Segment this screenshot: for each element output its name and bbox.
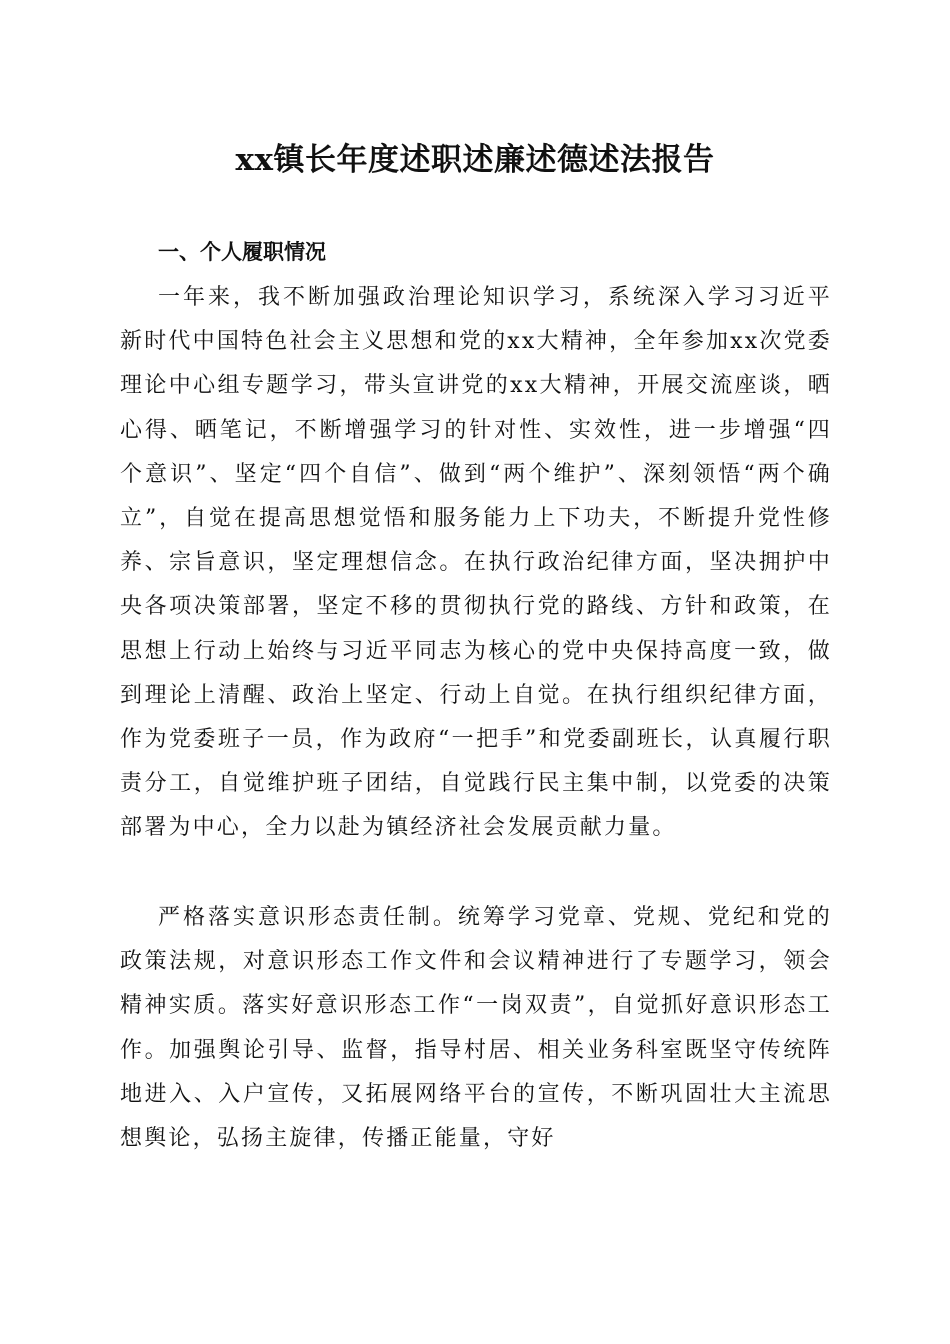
section-heading-personal-duties: 一、个人履职情况 — [158, 240, 326, 264]
body-paragraph: 严格落实意识形态责任制。统筹学习党章、党规、党纪和党的政策法规，对意识形态工作文件和会议精神进行了专题学习，领会精神实质。落实好意识形态工作“一岗双责”，自觉抓好意识形态工作。加强舆论引导、监督，指导村居、相关业务科室既坚守传统阵地进入、入户宣传，又拓展网络平台的宣传，不断巩固壮大主流思想舆论，弘扬主旋律，传播正能量，守好 — [120, 905, 832, 1152]
body-paragraph: 一年来，我不断加强政治理论知识学习，系统深入学习习近平新时代中国特色社会主义思想和党的xx大精神，全年参加xx次党委理论中心组专题学习，带头宣讲党的xx大精神，开展交流座谈，晒心得、晒笔记，不断增强学习的针对性、实效性，进一步增强“四个意识”、坚定“四个自信”、做到“两个维护”、深刻领悟“两个确立”，自觉在提高思想觉悟和服务能力上下功夫，不断提升党性修养、宗旨意识，坚定理想信念。在执行政治纪律方面，坚决拥护中央各项决策部署，坚定不移的贯彻执行党的路线、方针和政策，在思想上行动上始终与习近平同志为核心的党中央保持高度一致，做到理论上清醒、政治上坚定、行动上自觉。在执行组织纪律方面，作为党委班子一员，作为政府“一把手”和党委副班长，认真履行职责分工，自觉维护班子团结，自觉践行民主集中制，以党委的决策部署为中心，全力以赴为镇经济社会发展贡献力量。 — [120, 285, 832, 841]
document-title: xx镇长年度述职述廉述德述法报告 — [235, 142, 715, 178]
